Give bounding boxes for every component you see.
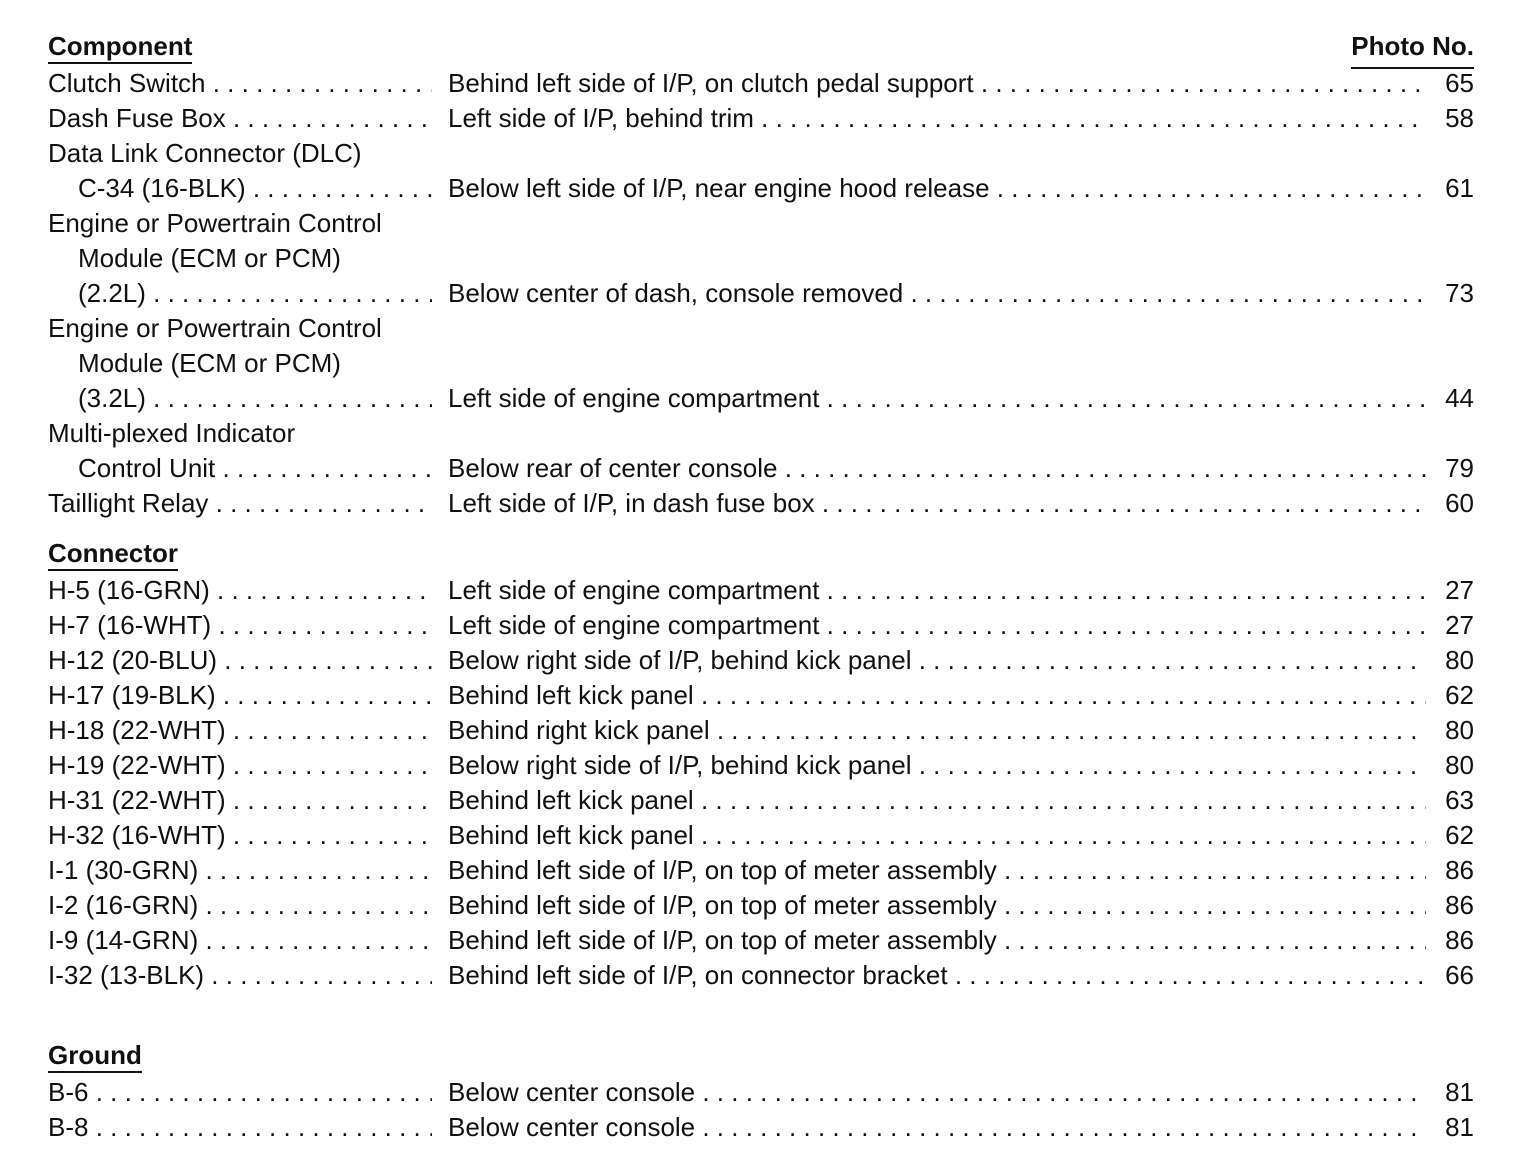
component-name: Control Unit . . .: [78, 451, 432, 486]
table-row-continuation: [48, 416, 1474, 451]
table-row: [48, 451, 1474, 486]
ground-name: B-6 . . .: [48, 1075, 432, 1110]
component-name: (3.2L) . . .: [78, 381, 432, 416]
component-name-line: Data Link Connector (DLC): [48, 138, 362, 168]
photo-number: 80: [1445, 645, 1474, 675]
photo-number: 27: [1445, 610, 1474, 640]
table-row: [48, 958, 1474, 993]
photo-number: 62: [1445, 820, 1474, 850]
photo-number: 63: [1445, 785, 1474, 815]
table-row: [48, 748, 1474, 783]
connector-name: H-32 (16-WHT) . . .: [48, 818, 432, 853]
photo-number: 61: [1445, 173, 1474, 203]
component-location: Below center of dash, console removed . . .: [448, 276, 1426, 311]
component-name: Taillight Relay . . .: [48, 486, 432, 521]
connector-location: Behind right kick panel . . .: [448, 713, 1426, 748]
photo-number: 86: [1445, 925, 1474, 955]
table-row: [48, 171, 1474, 206]
connector-name: H-5 (16-GRN) . . .: [48, 573, 432, 608]
table-row: [48, 783, 1474, 818]
table-row: [48, 678, 1474, 713]
connector-heading: Connector: [48, 538, 178, 571]
connector-name: H-7 (16-WHT) . . .: [48, 608, 432, 643]
component-header: [48, 26, 1474, 66]
ground-header: [48, 1035, 1474, 1075]
component-name: C-34 (16-BLK) . . .: [78, 171, 432, 206]
photo-number: 62: [1445, 680, 1474, 710]
photo-number: 65: [1445, 68, 1474, 98]
connector-location: Behind left side of I/P, on connector bracket . . .: [448, 958, 1426, 993]
photo-no-heading: Photo No.: [1351, 26, 1474, 69]
table-row: [48, 923, 1474, 958]
component-name: Clutch Switch . . .: [48, 66, 432, 101]
ground-location: Below center console . . .: [448, 1110, 1426, 1145]
connector-location: Behind left kick panel . . .: [448, 678, 1426, 713]
photo-number: 79: [1445, 453, 1474, 483]
table-row-continuation: [48, 346, 1474, 381]
connector-name: H-17 (19-BLK) . . .: [48, 678, 432, 713]
connector-name: H-31 (22-WHT) . . .: [48, 783, 432, 818]
table-row: [48, 853, 1474, 888]
photo-number: 27: [1445, 575, 1474, 605]
connector-name: I-32 (13-BLK) . . .: [48, 958, 432, 993]
photo-number: 86: [1445, 855, 1474, 885]
table-row: [48, 276, 1474, 311]
connector-location: Below right side of I/P, behind kick panel . . .: [448, 643, 1426, 678]
photo-number: 73: [1445, 278, 1474, 308]
photo-number: 81: [1445, 1077, 1474, 1107]
component-name-line: Engine or Powertrain Control: [48, 313, 382, 343]
table-row: [48, 608, 1474, 643]
ground-location: Below center console . . .: [448, 1075, 1426, 1110]
component-location: Behind left side of I/P, on clutch pedal support . . .: [448, 66, 1426, 101]
component-name-line: Multi-plexed Indicator: [48, 418, 296, 448]
component-name-line: Module (ECM or PCM): [78, 243, 341, 273]
table-row: [48, 888, 1474, 923]
table-row: [48, 1075, 1474, 1110]
connector-name: I-2 (16-GRN) . . .: [48, 888, 432, 923]
component-heading: Component: [48, 31, 192, 64]
table-row: [48, 66, 1474, 101]
photo-number: 80: [1445, 715, 1474, 745]
photo-number: 80: [1445, 750, 1474, 780]
connector-name: I-1 (30-GRN) . . .: [48, 853, 432, 888]
table-row: [48, 818, 1474, 853]
photo-number: 60: [1445, 488, 1474, 518]
table-row: [48, 713, 1474, 748]
component-location: Left side of I/P, in dash fuse box . . .: [448, 486, 1426, 521]
table-row-continuation: [48, 311, 1474, 346]
table-row: [48, 101, 1474, 136]
connector-location: Below right side of I/P, behind kick panel . . .: [448, 748, 1426, 783]
connector-location: Behind left side of I/P, on top of meter assembly . . .: [448, 888, 1426, 923]
component-name: Dash Fuse Box . . .: [48, 101, 432, 136]
table-row-continuation: [48, 136, 1474, 171]
photo-number: 81: [1445, 1112, 1474, 1142]
table-row: [48, 1110, 1474, 1145]
component-name-line: Module (ECM or PCM): [78, 348, 341, 378]
ground-name: B-8 . . .: [48, 1110, 432, 1145]
table-row: [48, 381, 1474, 416]
component-name-line: Engine or Powertrain Control: [48, 208, 382, 238]
component-location: Left side of I/P, behind trim . . .: [448, 101, 1426, 136]
connector-location: Behind left kick panel . . .: [448, 783, 1426, 818]
connector-name: H-18 (22-WHT) . . .: [48, 713, 432, 748]
connector-location: Left side of engine compartment . . .: [448, 573, 1426, 608]
component-name: (2.2L) . . .: [78, 276, 432, 311]
connector-location: Behind left kick panel . . .: [448, 818, 1426, 853]
photo-number: 58: [1445, 103, 1474, 133]
table-row: [48, 573, 1474, 608]
table-row: [48, 486, 1474, 521]
connector-header: [48, 533, 1474, 573]
component-location: Below left side of I/P, near engine hood release . . .: [448, 171, 1426, 206]
photo-number: 44: [1445, 383, 1474, 413]
table-row: [48, 643, 1474, 678]
connector-location: Behind left side of I/P, on top of meter assembly . . .: [448, 923, 1426, 958]
component-location: Left side of engine compartment . . .: [448, 381, 1426, 416]
photo-number: 86: [1445, 890, 1474, 920]
document: [48, 26, 1474, 1145]
connector-location: Behind left side of I/P, on top of meter assembly . . .: [448, 853, 1426, 888]
table-row-continuation: [48, 241, 1474, 276]
connector-location: Left side of engine compartment . . .: [448, 608, 1426, 643]
connector-name: I-9 (14-GRN) . . .: [48, 923, 432, 958]
connector-name: H-12 (20-BLU) . . .: [48, 643, 432, 678]
connector-name: H-19 (22-WHT) . . .: [48, 748, 432, 783]
photo-number: 66: [1445, 960, 1474, 990]
component-location: Below rear of center console . . .: [448, 451, 1426, 486]
ground-heading: Ground: [48, 1040, 142, 1073]
table-row-continuation: [48, 206, 1474, 241]
